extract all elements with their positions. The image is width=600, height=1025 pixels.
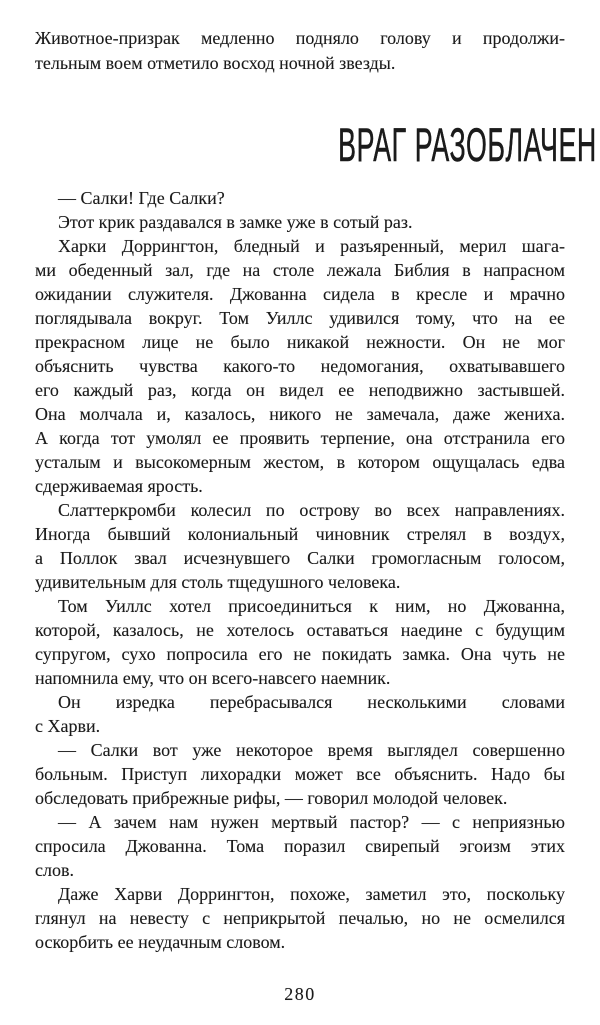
text-line: — А зачем нам нужен мертвый пастор? — с неприязнью (58, 812, 565, 832)
page-number: 280 (284, 984, 316, 1004)
text-line: объяснить чувства какого-то недомогания, охватывавшего (35, 356, 565, 376)
text-line: ми обеденный зал, где на столе лежала Библия в напрасном (35, 260, 565, 280)
text-line: прекрасном лице не было никакой нежности. Он не мог (35, 332, 565, 352)
paragraph (35, 738, 565, 810)
text-line: обследовать прибрежные рифы, — говорил молодой человек. (35, 788, 508, 808)
text-line: тельным воем отметило восход ночной звезды. (35, 53, 396, 73)
text-line: поглядывала вокруг. Том Уиллс удивился тому, что на ее (35, 308, 565, 328)
body-text (35, 186, 565, 954)
paragraph (35, 882, 565, 954)
chapter-heading: ВРАГ РАЗОБЛАЧЕН (338, 118, 597, 171)
text-line: удивительным для столь тщедушного человека. (35, 572, 401, 592)
text-line: супругом, сухо попросила его не покидать замка. Она чуть не (35, 644, 565, 664)
chapter-heading-row (0, 118, 597, 171)
text-line: его каждый раз, когда он видел ее неподвижно застывшей. (35, 380, 565, 400)
text-line: с Харви. (35, 716, 101, 736)
text-line: которой, казалось, не хотелось оставаться наедине с будущим (35, 620, 565, 640)
text-line: а Поллок звал исчезнувшего Салки громогласным голосом, (35, 548, 565, 568)
text-line: спросила Джованна. Тома поразил свирепый эгоизм этих (35, 836, 565, 856)
lead-paragraph (35, 26, 565, 76)
paragraph (35, 810, 565, 882)
text-line: Он изредка перебрасывался несколькими словами (58, 692, 565, 712)
text-line: А когда тот умолял ее проявить терпение, она отстранила его (35, 428, 565, 448)
text-line: усталым и высокомерным жестом, в котором ощущалась едва (35, 452, 565, 472)
text-line: напомнила ему, что он всего-навсего наемник. (35, 668, 391, 688)
text-line: ожидании служителя. Джованна сидела в кресле и мрачно (35, 284, 565, 304)
text-line: оскорбить ее неудачным словом. (35, 932, 286, 952)
paragraph (35, 186, 565, 210)
text-line: Харки Доррингтон, бледный и разъяренный, мерил шага- (58, 236, 565, 256)
paragraph (35, 210, 565, 234)
text-line: слов. (35, 860, 74, 880)
text-line: Иногда бывший колониальный чиновник стрелял в воздух, (35, 524, 565, 544)
text-line: Животное-призрак медленно подняло голову и продолжи- (35, 28, 565, 48)
paragraph (35, 498, 565, 594)
paragraph (35, 234, 565, 498)
text-line: глянул на невесту с неприкрытой печалью, но не осмелился (35, 908, 565, 928)
paragraph (35, 26, 565, 76)
text-line: Этот крик раздавался в замке уже в сотый раз. (58, 212, 413, 232)
paragraph (35, 690, 565, 738)
text-line: Даже Харви Доррингтон, похоже, заметил это, поскольку (58, 884, 565, 904)
paragraph (35, 594, 565, 690)
text-line: больным. Приступ лихорадки может все объяснить. Надо бы (35, 764, 565, 784)
text-line: — Салки вот уже некоторое время выглядел совершенно (58, 740, 565, 760)
text-line: Том Уиллс хотел присоединиться к ним, но Джованна, (58, 596, 565, 616)
text-line: — Салки! Где Салки? (58, 188, 225, 208)
text-line: Слаттеркромби колесил по острову во всех направлениях. (58, 500, 565, 520)
text-line: Она молчала и, казалось, никого не замечала, даже жениха. (35, 404, 565, 424)
text-line: сдерживаемая ярость. (35, 476, 203, 496)
